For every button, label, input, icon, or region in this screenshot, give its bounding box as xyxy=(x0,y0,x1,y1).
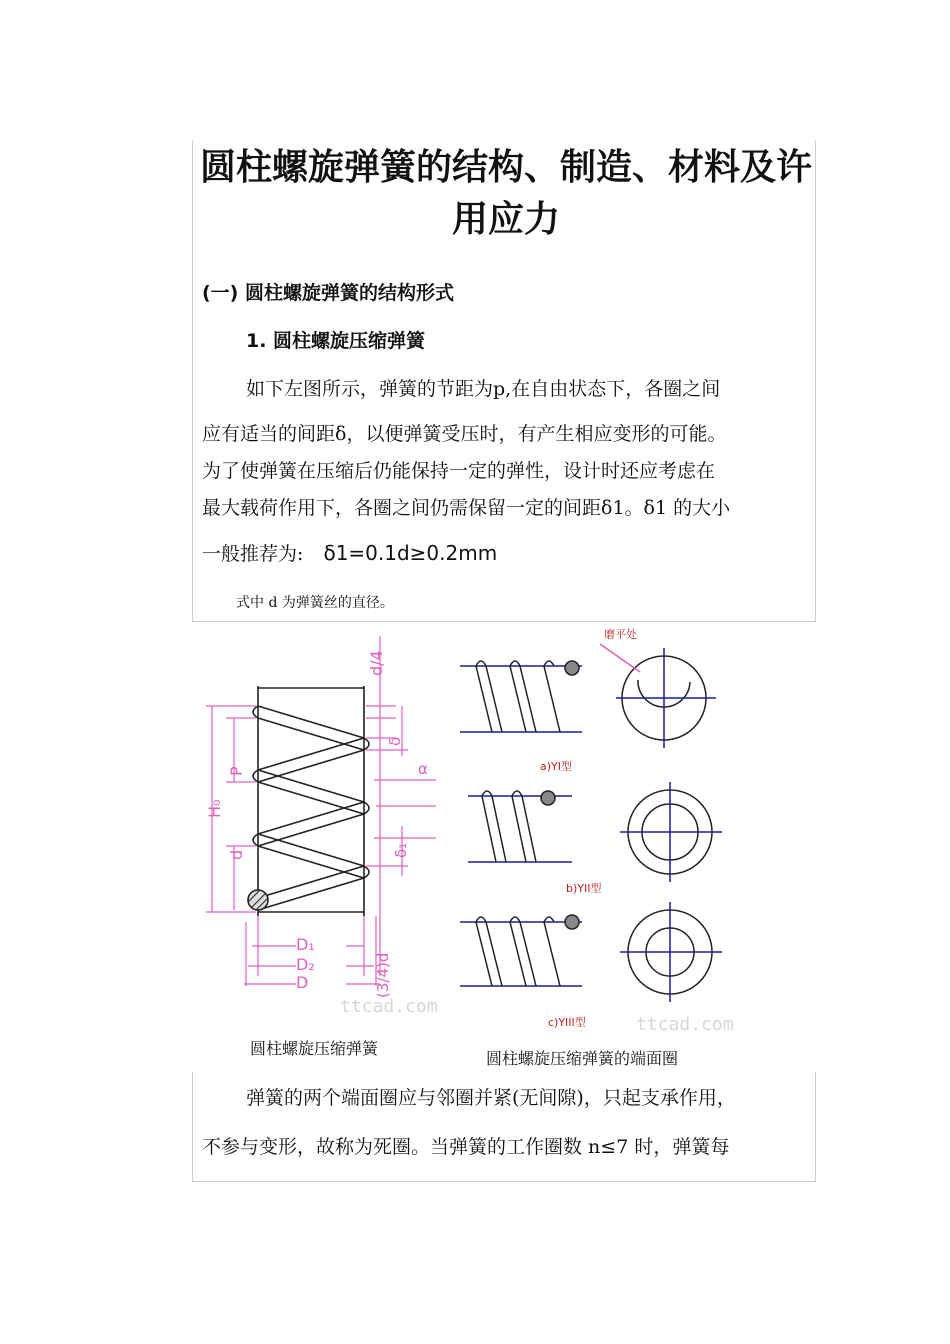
end-coil-diagrams xyxy=(460,644,722,1002)
section-heading: (一) 圆柱螺旋弹簧的结构形式 xyxy=(202,282,454,304)
label-d1: D₁ xyxy=(296,935,315,954)
label-type-b: b)YII型 xyxy=(566,882,602,895)
label-h0: H₀ xyxy=(205,799,224,818)
paragraph-line: 最大载荷作用下，各圈之间仍需保留一定的间距δ1。δ1 的大小 xyxy=(202,497,731,519)
label-type-a: a)YI型 xyxy=(540,760,572,773)
formula: δ1=0.1d≥0.2mm xyxy=(323,541,498,565)
paragraph-line: 弹簧的两个端面圈应与邻圈并紧(无间隙)，只起支承作用， xyxy=(246,1087,736,1109)
paragraph-line: 为了使弹簧在压缩后仍能保持一定的弹性，设计时还应考虑在 xyxy=(202,460,716,482)
label-delta: δ xyxy=(386,736,404,746)
paragraph-line: 不参与变形，故称为死圈。当弹簧的工作圈数 n≤7 时，弹簧每 xyxy=(202,1136,730,1158)
paragraph-1 xyxy=(202,370,810,573)
label-delta1: δ₁ xyxy=(392,842,410,858)
compression-spring-diagram xyxy=(253,686,369,916)
recommend-label: 一般推荐为: xyxy=(202,543,304,565)
watermark-left: ttcad.com xyxy=(340,996,438,1017)
wire-section-icon xyxy=(248,890,268,910)
label-d4: d/4 xyxy=(367,650,386,676)
subsection-heading: 1. 圆柱螺旋压缩弹簧 xyxy=(246,330,426,352)
paragraph-line: 如下左图所示，弹簧的节距为p,在自由状态下，各圈之间 xyxy=(246,378,721,400)
paragraph-2 xyxy=(202,1080,810,1166)
label-alpha: α xyxy=(418,760,428,778)
caption-left: 圆柱螺旋压缩弹簧 xyxy=(250,1039,379,1058)
label-p: P xyxy=(227,766,246,776)
label-mopingchu: 磨平处 xyxy=(604,628,637,641)
label-d: d xyxy=(227,849,246,860)
footnote: 式中 d 为弹簧丝的直径。 xyxy=(236,595,394,611)
page-title: 圆柱螺旋弹簧的结构、制造、材料及许用应力 xyxy=(200,147,813,240)
label-three-quarter-d: (3/4)d xyxy=(374,952,392,998)
spring-figure xyxy=(196,626,756,1036)
caption-right: 圆柱螺旋压缩弹簧的端面圈 xyxy=(486,1049,679,1068)
label-d-outer: D xyxy=(296,973,309,992)
paragraph-line: 应有适当的间距δ，以便弹簧受压时，有产生相应变形的可能。 xyxy=(202,423,727,445)
label-type-c: c)YIII型 xyxy=(548,1016,586,1029)
paragraph-line xyxy=(202,535,810,573)
label-d2: D₂ xyxy=(296,955,315,974)
watermark-right: ttcad.com xyxy=(636,1014,734,1035)
